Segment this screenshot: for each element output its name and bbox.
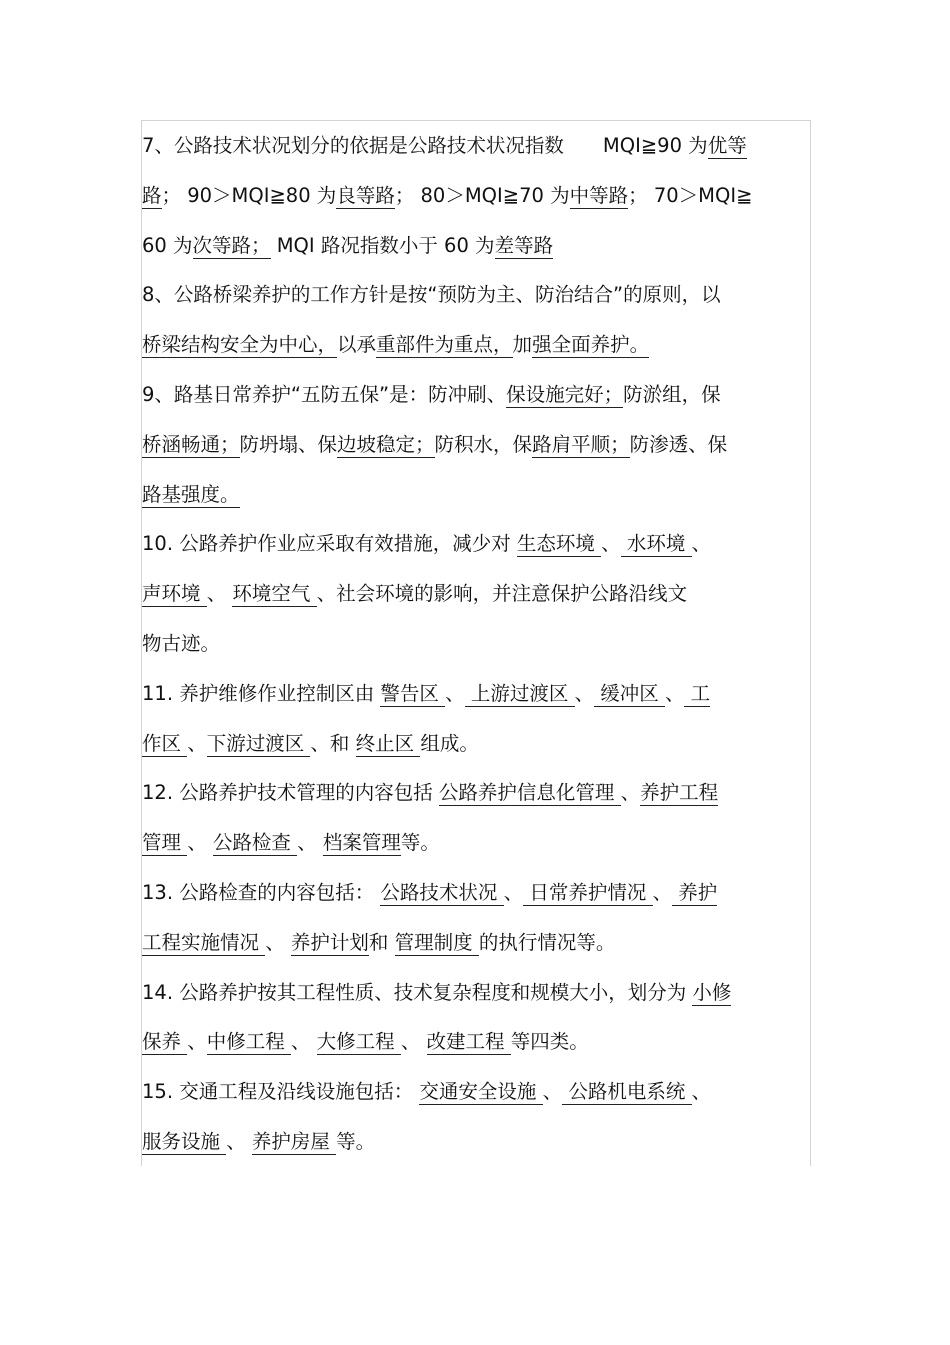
text-line [142, 482, 240, 508]
text-line [142, 731, 479, 757]
question-text: 防积水，保 [434, 432, 533, 456]
question-text: ； 80＞MQI≧70 为 [394, 183, 570, 207]
question-text: 、 [664, 681, 685, 705]
answer-blank: 养护房屋 [251, 1130, 337, 1153]
question-text: 14. 公路养护按其工程性质、技术复杂程度和规模大小，划分为 [142, 980, 693, 1004]
answer-blank: 边坡稳定； [337, 432, 435, 456]
text-line [142, 930, 615, 956]
question-text: 加 [512, 333, 533, 357]
question-text: 、 [620, 781, 641, 805]
answer-blank: 终止区 [355, 731, 421, 755]
question-text: 、 [297, 831, 323, 855]
question-text: 的执行情况等。 [478, 930, 616, 954]
question-text: 、 [652, 881, 673, 904]
answer-blank: 服务设施 [142, 1130, 227, 1153]
answer-blank: 公路机电系统 [562, 1080, 692, 1104]
answer-blank: 日常养护情况 [523, 881, 653, 904]
answer-blank: 路 [142, 183, 162, 207]
question-text: 、 [503, 881, 524, 904]
text-line [142, 1029, 589, 1055]
question-text: 、 [187, 731, 207, 755]
question-text: 等。 [336, 1130, 376, 1153]
answer-blank: 小修 [692, 980, 732, 1004]
answer-blank: 作区 [142, 731, 188, 755]
answer-blank: 次等路； [192, 233, 271, 257]
question-text: 、 [226, 1130, 252, 1153]
question-text: 、 [691, 1080, 712, 1104]
answer-blank: 改建工程 [426, 1030, 511, 1054]
answer-blank: 生态环境 [516, 532, 602, 556]
question-text: 15. 交通工程及沿线设施包括： [142, 1080, 420, 1104]
answer-blank: 良等路 [336, 183, 395, 207]
question-text: 、 [290, 1030, 317, 1054]
text-line [142, 780, 718, 806]
question-text: 13. 公路检查的内容包括： [142, 881, 381, 904]
question-text: 、 [187, 1030, 207, 1054]
question-text: 和 [368, 930, 395, 954]
answer-blank: 缓冲区 [594, 681, 665, 705]
question-text: 、 [265, 930, 291, 954]
question-text: 、 [691, 532, 712, 556]
answer-blank: 重部件为重点， [376, 333, 513, 357]
answer-blank: 公路检查 [212, 831, 298, 855]
answer-blank: 保养 [142, 1030, 188, 1054]
answer-blank: 工程实施情况 [142, 930, 266, 954]
text-line [142, 432, 727, 458]
answer-blank: 下游过渡区 [206, 731, 311, 755]
question-text: 、 [400, 1030, 427, 1054]
question-text: 、社会环境的影响，并注意保护公路沿线文 [316, 582, 688, 606]
text-line [142, 233, 553, 259]
question-text: 等四类。 [510, 1030, 589, 1054]
answer-blank: 路肩平顺； [532, 432, 630, 456]
answer-blank: 优等 [707, 134, 747, 157]
question-text: ； 70＞MQI≧ [628, 183, 753, 207]
answer-blank: 管理 [142, 831, 188, 855]
question-text: 、 [601, 532, 621, 556]
answer-blank: 公路技术状况 [380, 881, 504, 904]
text-line [142, 332, 649, 358]
question-text: 11. 养护维修作业控制区由 [142, 681, 381, 705]
answer-blank: 工 [684, 681, 711, 705]
text-line [142, 1129, 375, 1155]
text-line [142, 282, 721, 308]
answer-blank: 强全面养护。 [532, 333, 650, 357]
text-line [142, 980, 731, 1006]
answer-blank: 管理制度 [394, 930, 479, 954]
answer-blank: 大修工程 [316, 1030, 401, 1054]
text-line [142, 183, 752, 209]
answer-blank: 差等路 [494, 233, 554, 257]
question-text: 9、路基日常养护“五防五保”是：防冲刷、 [142, 383, 507, 406]
question-text: 组成。 [420, 731, 479, 755]
answer-blank: 交通安全设施 [419, 1080, 543, 1104]
answer-blank: 养护工程 [640, 781, 719, 805]
text-line [142, 581, 687, 607]
answer-blank: 环境空气 [232, 582, 317, 606]
answer-blank: 档案管理 [322, 831, 401, 855]
question-text: 10. 公路养护作业应采取有效措施，减少对 [142, 532, 517, 556]
text-line [142, 382, 721, 408]
answer-blank: 中修工程 [206, 1030, 291, 1054]
answer-blank: 声环境 [142, 582, 207, 606]
answer-blank: 公路养护信息化管理 [438, 781, 621, 805]
text-line [142, 880, 717, 906]
answer-blank: 桥涵畅通； [142, 432, 240, 456]
text-line [142, 681, 710, 707]
answer-blank: 保设施完好； [506, 383, 624, 406]
text-line [142, 133, 747, 159]
question-text: 、 [445, 681, 465, 705]
question-text: 物古迹。 [142, 632, 221, 655]
question-text: 、 [574, 681, 595, 705]
question-text: 以承 [337, 333, 377, 357]
answer-blank: 水环境 [620, 532, 692, 556]
question-text: 8、公路桥梁养护的工作方针是按“预防为主、防治结合”的原则，以 [142, 283, 721, 307]
document-page [141, 120, 811, 1166]
text-line [142, 1079, 711, 1105]
question-text: 防淤组，保 [623, 383, 721, 406]
question-text: 、 [542, 1080, 563, 1104]
question-text: 、 [187, 831, 213, 855]
answer-blank: 上游过渡区 [464, 681, 575, 705]
answer-blank: 养护 [672, 881, 718, 904]
text-line [142, 531, 711, 557]
question-text: 7、公路技术状况划分的依据是公路技术状况指数 MQI≧90 为 [142, 134, 708, 157]
text-line [142, 631, 220, 657]
question-text: 、和 [310, 731, 356, 755]
question-text: MQI 路况指数小于 60 为 [270, 233, 495, 257]
answer-blank: 养护计划 [290, 930, 369, 954]
question-text: 防坍塌、保 [239, 432, 338, 456]
question-text: 12. 公路养护技术管理的内容包括 [142, 781, 439, 805]
answer-blank: 警告区 [380, 681, 446, 705]
question-text: 等。 [400, 831, 440, 855]
answer-blank: 路基强度。 [142, 482, 240, 506]
question-text: ； 90＞MQI≧80 为 [161, 183, 337, 207]
question-text: 、 [206, 582, 233, 606]
text-line [142, 830, 440, 856]
answer-blank: 中等路 [569, 183, 629, 207]
answer-blank: 桥梁结构安全为中心， [142, 333, 338, 357]
question-text: 60 为 [142, 233, 193, 257]
question-text: 防渗透、保 [629, 432, 728, 456]
